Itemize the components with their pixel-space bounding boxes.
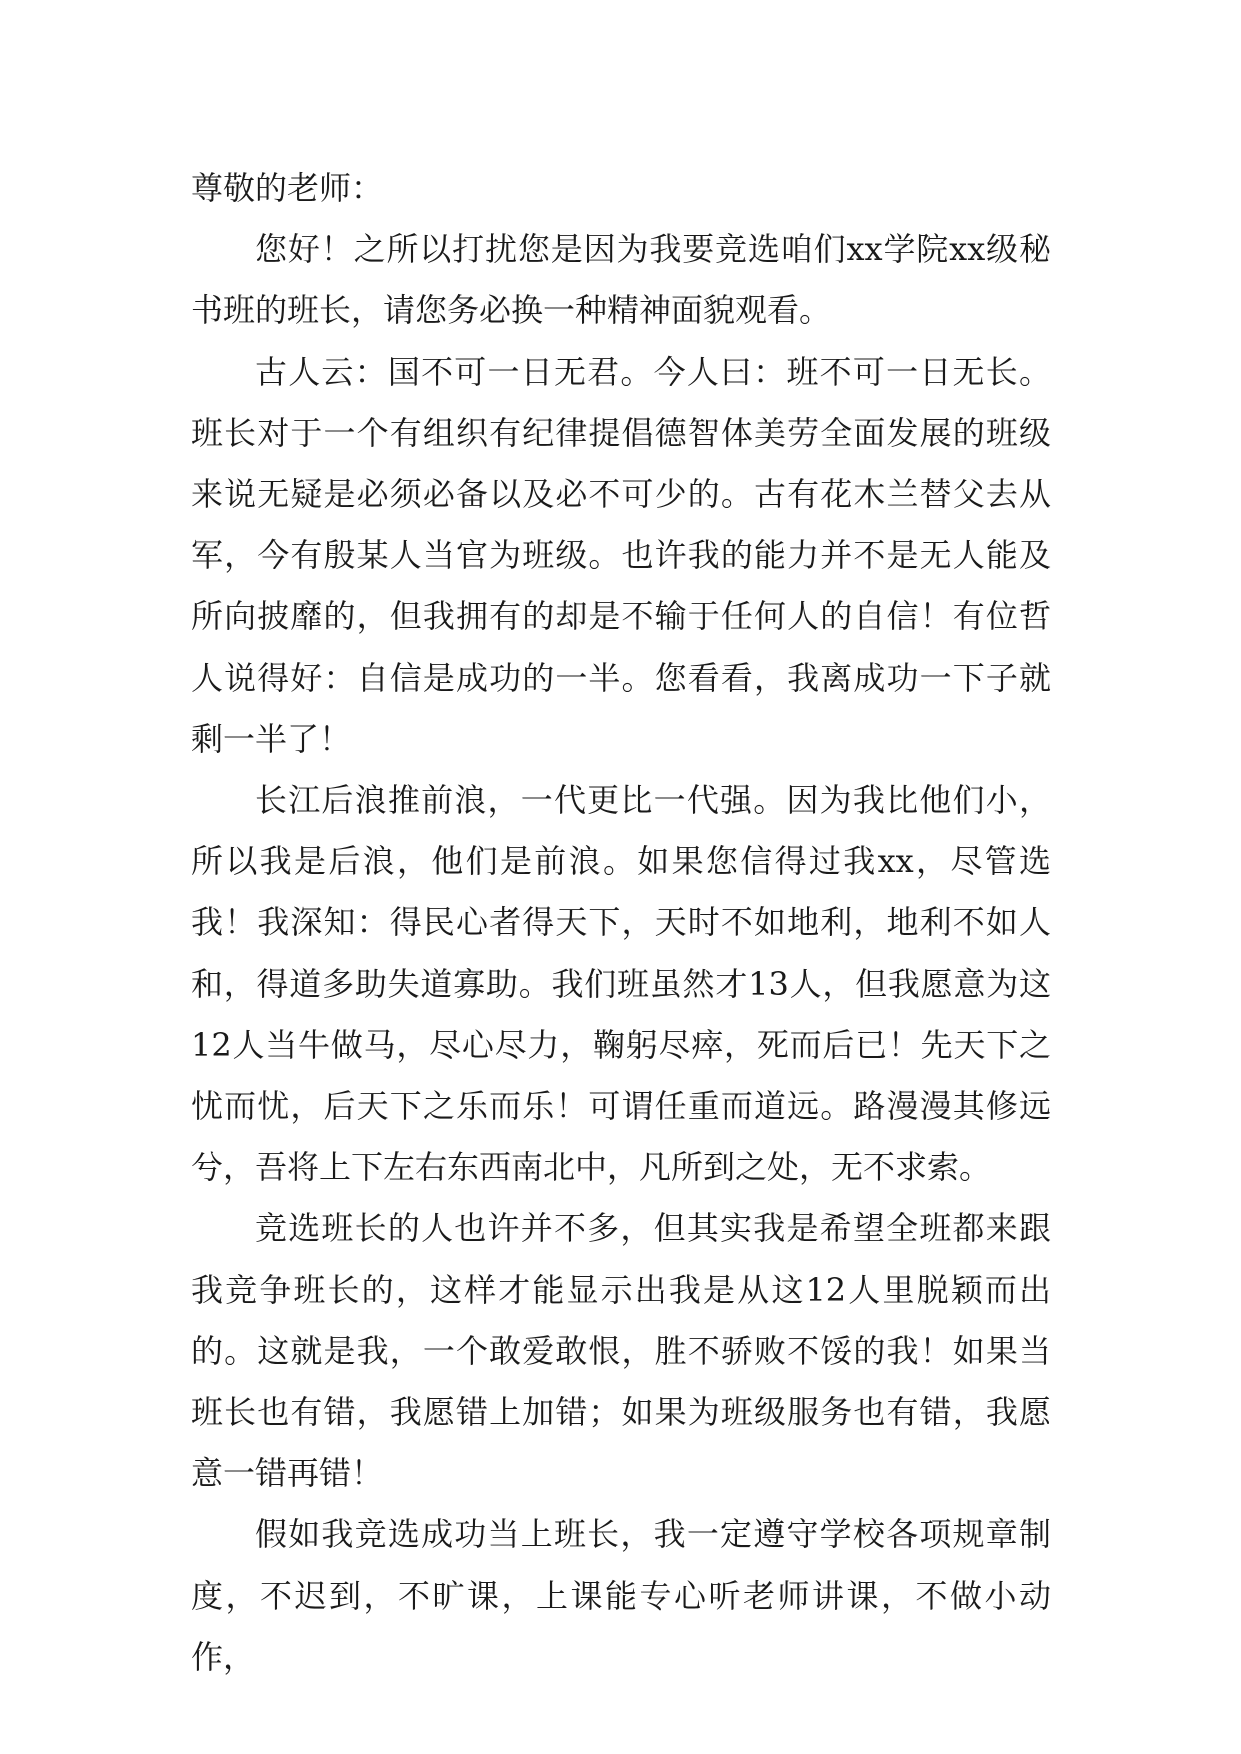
paragraph-waves: 长江后浪推前浪，一代更比一代强。因为我比他们小，所以我是后浪，他们是前浪。如果您信得过我xx，尽管选我！我深知：得民心者得天下，天时不如地利，地利不如人和，得道多助失道寡助。我们班虽然才13人，但我愿意为这12人当牛做马，尽心尽力，鞠躬尽瘁，死而后已！先天下之忧而忧，后天下之乐而乐！可谓任重而道远。路漫漫其修远兮，吾将上下左右东西南北中，凡所到之处，无不求索。 (191, 781, 1051, 1187)
paragraph-competition: 竞选班长的人也许并不多，但其实我是希望全班都来跟我竞争班长的，这样才能显示出我是从这12人里脱颖而出的。这就是我，一个敢爱敢恨，胜不骄败不馁的我！如果当班长也有错，我愿错上加错；如果为班级服务也有错，我愿意一错再错！ (191, 1209, 1051, 1493)
salutation: 尊敬的老师： (191, 169, 384, 207)
paragraph-ancients: 古人云：国不可一日无君。今人曰：班不可一日无长。班长对于一个有组织有纪律提倡德智体美劳全面发展的班级来说无疑是必须必备以及必不可少的。古有花木兰替父去从军，今有殷某人当官为班级。也许我的能力并不是无人能及所向披靡的，但我拥有的却是不输于任何人的自信！有位哲人说得好：自信是成功的一半。您看看，我离成功一下子就剩一半了！ (191, 352, 1051, 758)
paragraph-greeting: 您好！之所以打扰您是因为我要竞选咱们xx学院xx级秘书班的班长，请您务必换一种精神面貌观看。 (191, 230, 1051, 330)
paragraph-promise: 假如我竞选成功当上班长，我一定遵守学校各项规章制度，不迟到，不旷课，上课能专心听老师讲课，不做小动作， (191, 1515, 1051, 1676)
letter-body (191, 158, 1051, 1688)
